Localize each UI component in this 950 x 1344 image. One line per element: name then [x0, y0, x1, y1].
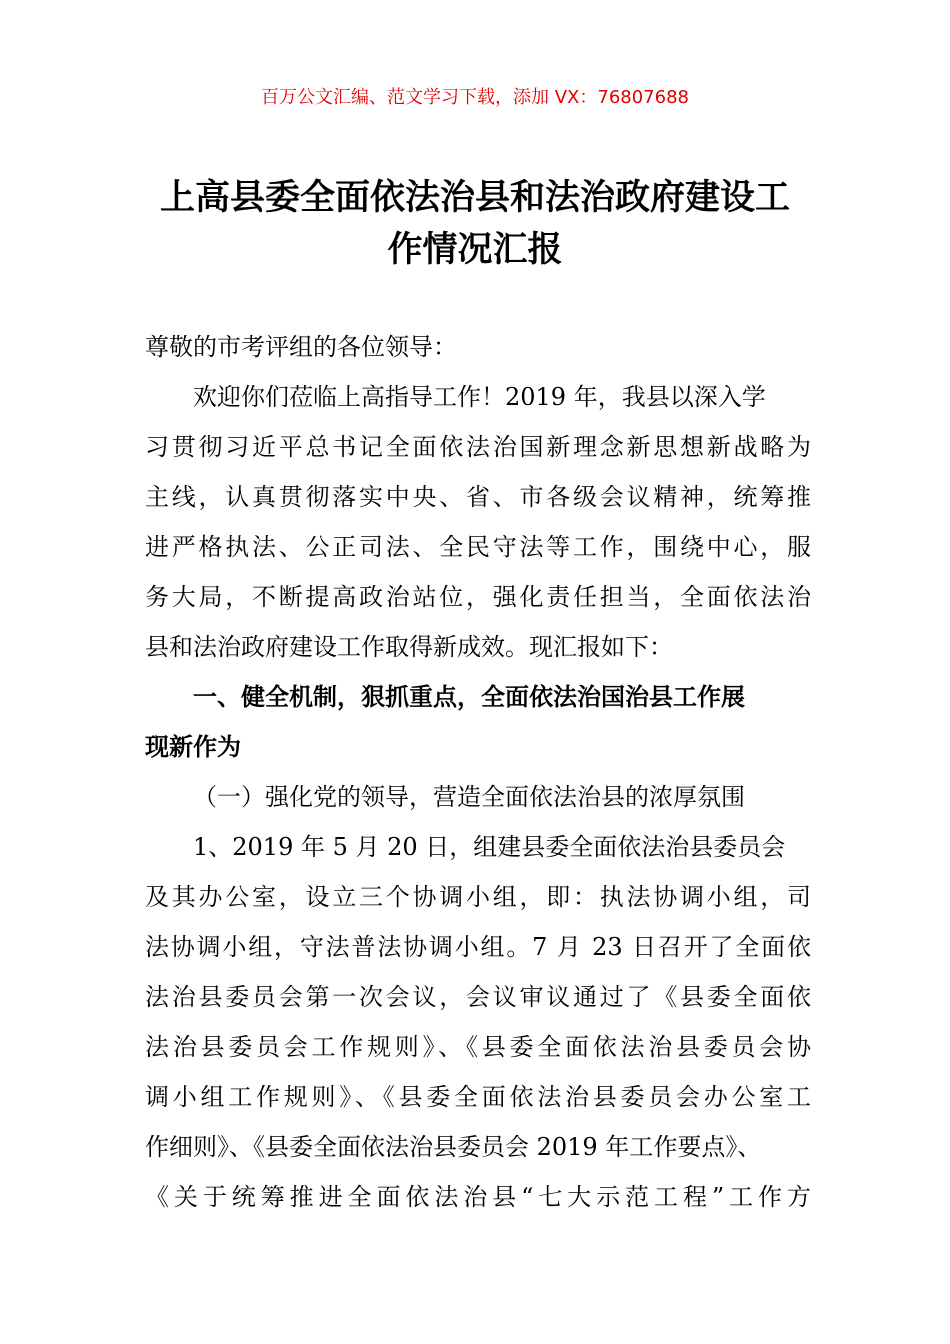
text-line: 法协调小组，守法普法协调小组。7 月 23 日召开了全面依	[145, 933, 811, 961]
text-line: 《关于统筹推进全面依法治县“七大示范工程”工作方	[145, 1183, 811, 1211]
text-line: 法治县委员会工作规则》、《县委全面依法治县委员会协	[145, 1033, 811, 1061]
text-line: 及其办公室，设立三个协调小组，即：执法协调小组，司	[145, 883, 811, 911]
paragraph-item-1	[145, 822, 811, 1222]
paragraph-intro	[145, 372, 811, 672]
text-line: 务大局，不断提高政治站位，强化责任担当，全面依法治	[145, 583, 811, 611]
text-line: 县和法治政府建设工作取得新成效。现汇报如下：	[145, 633, 673, 661]
text-line: 作细则》、《县委全面依法治县委员会 2019 年工作要点》、	[145, 1133, 762, 1161]
download-watermark-note: 百万公文汇编、范文学习下载，添加 VX：76807688	[261, 87, 689, 108]
text-line: 法治县委员会第一次会议，会议审议通过了《县委全面依	[145, 983, 811, 1011]
heading-line: 现新作为	[145, 733, 241, 761]
salutation	[145, 322, 811, 372]
title-line-2: 作情况汇报	[387, 230, 563, 270]
text-line: 主线，认真贯彻落实中央、省、市各级会议精神，统筹推	[145, 483, 811, 511]
text-line: 1、2019 年 5 月 20 日，组建县委全面依法治县委员会	[193, 833, 786, 861]
section-heading-1	[145, 672, 811, 772]
subsection-heading-1	[145, 772, 811, 822]
subheading-line: （一）强化党的领导，营造全面依法治县的浓厚氛围	[193, 783, 745, 811]
salutation-line: 尊敬的市考评组的各位领导：	[145, 333, 457, 361]
title-line-1: 上高县委全面依法治县和法治政府建设工	[159, 178, 790, 218]
heading-line: 一、健全机制，狠抓重点，全面依法治国治县工作展	[193, 683, 745, 711]
text-line: 调小组工作规则》、《县委全面依法治县委员会办公室工	[145, 1083, 811, 1111]
document-body	[145, 322, 811, 1222]
document-title	[130, 172, 820, 276]
text-line: 进严格执法、公正司法、全民守法等工作，围绕中心，服	[145, 533, 811, 561]
text-line: 欢迎你们莅临上高指导工作！2019 年，我县以深入学	[193, 383, 766, 411]
text-line: 习贯彻习近平总书记全面依法治国新理念新思想新战略为	[145, 433, 811, 461]
